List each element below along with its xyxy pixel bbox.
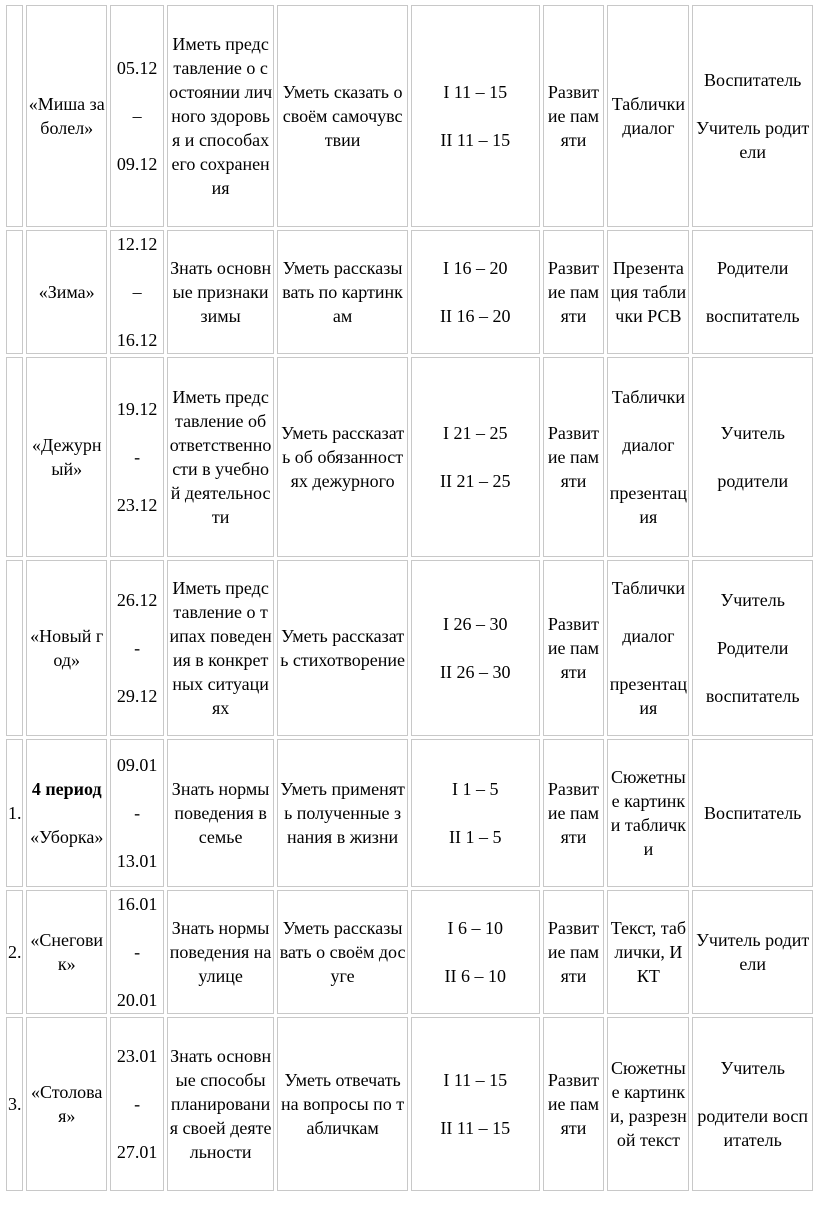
- material-item: Таблички: [611, 387, 686, 407]
- row-number: 3.: [8, 1094, 22, 1114]
- staff-cell: [692, 357, 813, 557]
- date-end: 13.01: [116, 851, 158, 871]
- material-item: Сюжетные картинки, разрезной текст: [610, 1058, 687, 1150]
- staff-item: Учитель родители: [696, 930, 810, 974]
- material-item: Таблички диалог: [611, 94, 686, 138]
- date-end: 09.12: [116, 154, 158, 174]
- topic-text: «Уборка»: [30, 827, 104, 847]
- material-item: Презентация таблички РСВ: [610, 258, 687, 326]
- topic-text: «Снеговик»: [30, 930, 104, 974]
- staff-item: Учитель: [720, 423, 785, 443]
- date-separator: -: [134, 803, 141, 823]
- date-separator: -: [134, 447, 141, 467]
- material-item: диалог: [622, 626, 675, 646]
- topic-cell: [26, 230, 107, 354]
- skill-text: Уметь применять полученные знания в жизни: [280, 779, 405, 847]
- knowledge-text: Иметь представление об ответственности в учебной деятельности: [169, 387, 272, 527]
- lesson-plan-table: [3, 2, 816, 1194]
- materials-cell: [607, 5, 689, 227]
- date-separator: -: [134, 1094, 141, 1114]
- staff-item: родители: [717, 471, 789, 491]
- date-end: 29.12: [116, 686, 158, 706]
- materials-cell: [607, 560, 689, 736]
- row-number-cell: [6, 739, 23, 887]
- knowledge-cell: [167, 357, 274, 557]
- development-cell: [543, 1017, 605, 1191]
- knowledge-text: Знать основные способы планирования своей деятельности: [169, 1046, 272, 1162]
- date-separator: –: [132, 106, 142, 126]
- topic-cell: [26, 5, 107, 227]
- date-end: 27.01: [116, 1142, 158, 1162]
- table-row: [6, 739, 813, 887]
- skill-cell: [277, 5, 408, 227]
- lessons-cell: [411, 739, 540, 887]
- knowledge-text: Иметь представление о типах поведения в конкретных ситуациях: [169, 578, 272, 718]
- row-number-cell: [6, 560, 23, 736]
- staff-cell: [692, 560, 813, 736]
- knowledge-text: Знать нормы поведения на улице: [169, 918, 272, 986]
- material-item: Текст, таблички, ИКТ: [610, 918, 687, 986]
- staff-item: Родители: [717, 638, 789, 658]
- row-number-cell: [6, 230, 23, 354]
- staff-item: Воспитатель: [704, 803, 802, 823]
- material-item: Сюжетные картинки таблички: [610, 767, 687, 859]
- date-start: 12.12: [116, 234, 158, 254]
- dates-cell: [110, 357, 164, 557]
- date-start: 26.12: [116, 590, 158, 610]
- materials-cell: [607, 230, 689, 354]
- lesson-range: I 26 – 30: [443, 614, 508, 634]
- table-body: [6, 5, 813, 1191]
- dates-cell: [110, 890, 164, 1014]
- table-row: [6, 1017, 813, 1191]
- date-start: 09.01: [116, 755, 158, 775]
- staff-item: Учитель родители: [696, 118, 810, 162]
- row-number-cell: [6, 5, 23, 227]
- material-item: презентация: [609, 674, 688, 718]
- lesson-range: I 16 – 20: [443, 258, 508, 278]
- development-text: Развитие памяти: [547, 779, 600, 847]
- skill-text: Уметь сказать о своём самочувствии: [282, 82, 403, 150]
- lesson-range: I 21 – 25: [443, 423, 508, 443]
- development-cell: [543, 560, 605, 736]
- development-cell: [543, 357, 605, 557]
- row-number: 1.: [8, 803, 22, 823]
- lessons-cell: [411, 1017, 540, 1191]
- development-cell: [543, 230, 605, 354]
- lessons-cell: [411, 5, 540, 227]
- materials-cell: [607, 357, 689, 557]
- table-row: [6, 5, 813, 227]
- staff-item: Воспитатель: [704, 70, 802, 90]
- skill-cell: [277, 230, 408, 354]
- development-cell: [543, 739, 605, 887]
- lesson-range: II 1 – 5: [449, 827, 502, 847]
- table-row: [6, 560, 813, 736]
- dates-cell: [110, 1017, 164, 1191]
- lesson-range: I 11 – 15: [443, 1070, 508, 1090]
- topic-cell: [26, 560, 107, 736]
- knowledge-text: Знать нормы поведения в семье: [171, 779, 270, 847]
- lessons-cell: [411, 560, 540, 736]
- skill-cell: [277, 560, 408, 736]
- topic-text: «Новый год»: [30, 626, 104, 670]
- skill-cell: [277, 739, 408, 887]
- skill-cell: [277, 357, 408, 557]
- lessons-cell: [411, 357, 540, 557]
- lesson-range: II 26 – 30: [440, 662, 511, 682]
- date-separator: -: [134, 638, 141, 658]
- date-separator: –: [132, 282, 142, 302]
- staff-cell: [692, 739, 813, 887]
- date-start: 16.01: [116, 894, 158, 914]
- knowledge-cell: [167, 1017, 274, 1191]
- staff-item: Учитель: [720, 1058, 785, 1078]
- lesson-range: I 11 – 15: [443, 82, 508, 102]
- development-text: Развитие памяти: [547, 918, 600, 986]
- knowledge-cell: [167, 5, 274, 227]
- skill-text: Уметь рассказывать по картинкам: [282, 258, 403, 326]
- skill-cell: [277, 1017, 408, 1191]
- row-number: 2.: [8, 942, 22, 962]
- knowledge-cell: [167, 890, 274, 1014]
- date-separator: -: [134, 942, 141, 962]
- development-text: Развитие памяти: [547, 82, 600, 150]
- lesson-range: II 16 – 20: [440, 306, 511, 326]
- topic-text: «Столовая»: [31, 1082, 103, 1126]
- development-text: Развитие памяти: [547, 1070, 600, 1138]
- staff-item: родители воспитатель: [697, 1106, 809, 1150]
- table-row: [6, 890, 813, 1014]
- dates-cell: [110, 739, 164, 887]
- topic-cell: [26, 890, 107, 1014]
- lesson-range: II 21 – 25: [440, 471, 511, 491]
- knowledge-text: Знать основные признаки зимы: [170, 258, 272, 326]
- material-item: диалог: [622, 435, 675, 455]
- topic-text: «Дежурный»: [31, 435, 102, 479]
- knowledge-cell: [167, 739, 274, 887]
- date-start: 23.01: [116, 1046, 158, 1066]
- staff-cell: [692, 230, 813, 354]
- development-text: Развитие памяти: [547, 614, 600, 682]
- knowledge-cell: [167, 560, 274, 736]
- date-end: 23.12: [116, 495, 158, 515]
- topic-text: «Миша заболел»: [28, 94, 105, 138]
- staff-item: воспитатель: [705, 306, 800, 326]
- staff-item: Родители: [717, 258, 789, 278]
- table-row: [6, 230, 813, 354]
- skill-text: Уметь отвечать на вопросы по табличкам: [281, 1070, 405, 1138]
- row-number-cell: [6, 890, 23, 1014]
- skill-cell: [277, 890, 408, 1014]
- materials-cell: [607, 890, 689, 1014]
- topic-cell: [26, 739, 107, 887]
- row-number-cell: [6, 357, 23, 557]
- period-label: 4 период: [31, 779, 102, 799]
- lesson-range: I 1 – 5: [452, 779, 499, 799]
- dates-cell: [110, 230, 164, 354]
- staff-cell: [692, 890, 813, 1014]
- skill-text: Уметь рассказать стихотворение: [280, 626, 405, 670]
- staff-item: воспитатель: [705, 686, 800, 706]
- knowledge-cell: [167, 230, 274, 354]
- date-end: 16.12: [116, 330, 158, 350]
- development-cell: [543, 5, 605, 227]
- development-text: Развитие памяти: [547, 423, 600, 491]
- lessons-cell: [411, 890, 540, 1014]
- material-item: Таблички: [611, 578, 686, 598]
- topic-text: «Зима»: [38, 282, 95, 302]
- table-row: [6, 357, 813, 557]
- staff-cell: [692, 1017, 813, 1191]
- date-start: 05.12: [116, 58, 158, 78]
- lesson-range: II 6 – 10: [444, 966, 506, 986]
- lesson-range: II 11 – 15: [440, 130, 511, 150]
- date-end: 20.01: [116, 990, 158, 1010]
- lesson-range: II 11 – 15: [440, 1118, 511, 1138]
- skill-text: Уметь рассказывать о своём досуге: [279, 918, 406, 986]
- lessons-cell: [411, 230, 540, 354]
- topic-cell: [26, 1017, 107, 1191]
- dates-cell: [110, 5, 164, 227]
- knowledge-text: Иметь представление о состоянии личного здоровья и способах его сохранения: [169, 34, 273, 198]
- staff-item: Учитель: [720, 590, 785, 610]
- date-start: 19.12: [116, 399, 158, 419]
- row-number-cell: [6, 1017, 23, 1191]
- materials-cell: [607, 739, 689, 887]
- lesson-range: I 6 – 10: [447, 918, 503, 938]
- development-cell: [543, 890, 605, 1014]
- topic-cell: [26, 357, 107, 557]
- development-text: Развитие памяти: [547, 258, 600, 326]
- material-item: презентация: [609, 483, 688, 527]
- materials-cell: [607, 1017, 689, 1191]
- dates-cell: [110, 560, 164, 736]
- staff-cell: [692, 5, 813, 227]
- skill-text: Уметь рассказать об обязанностях дежурного: [281, 423, 405, 491]
